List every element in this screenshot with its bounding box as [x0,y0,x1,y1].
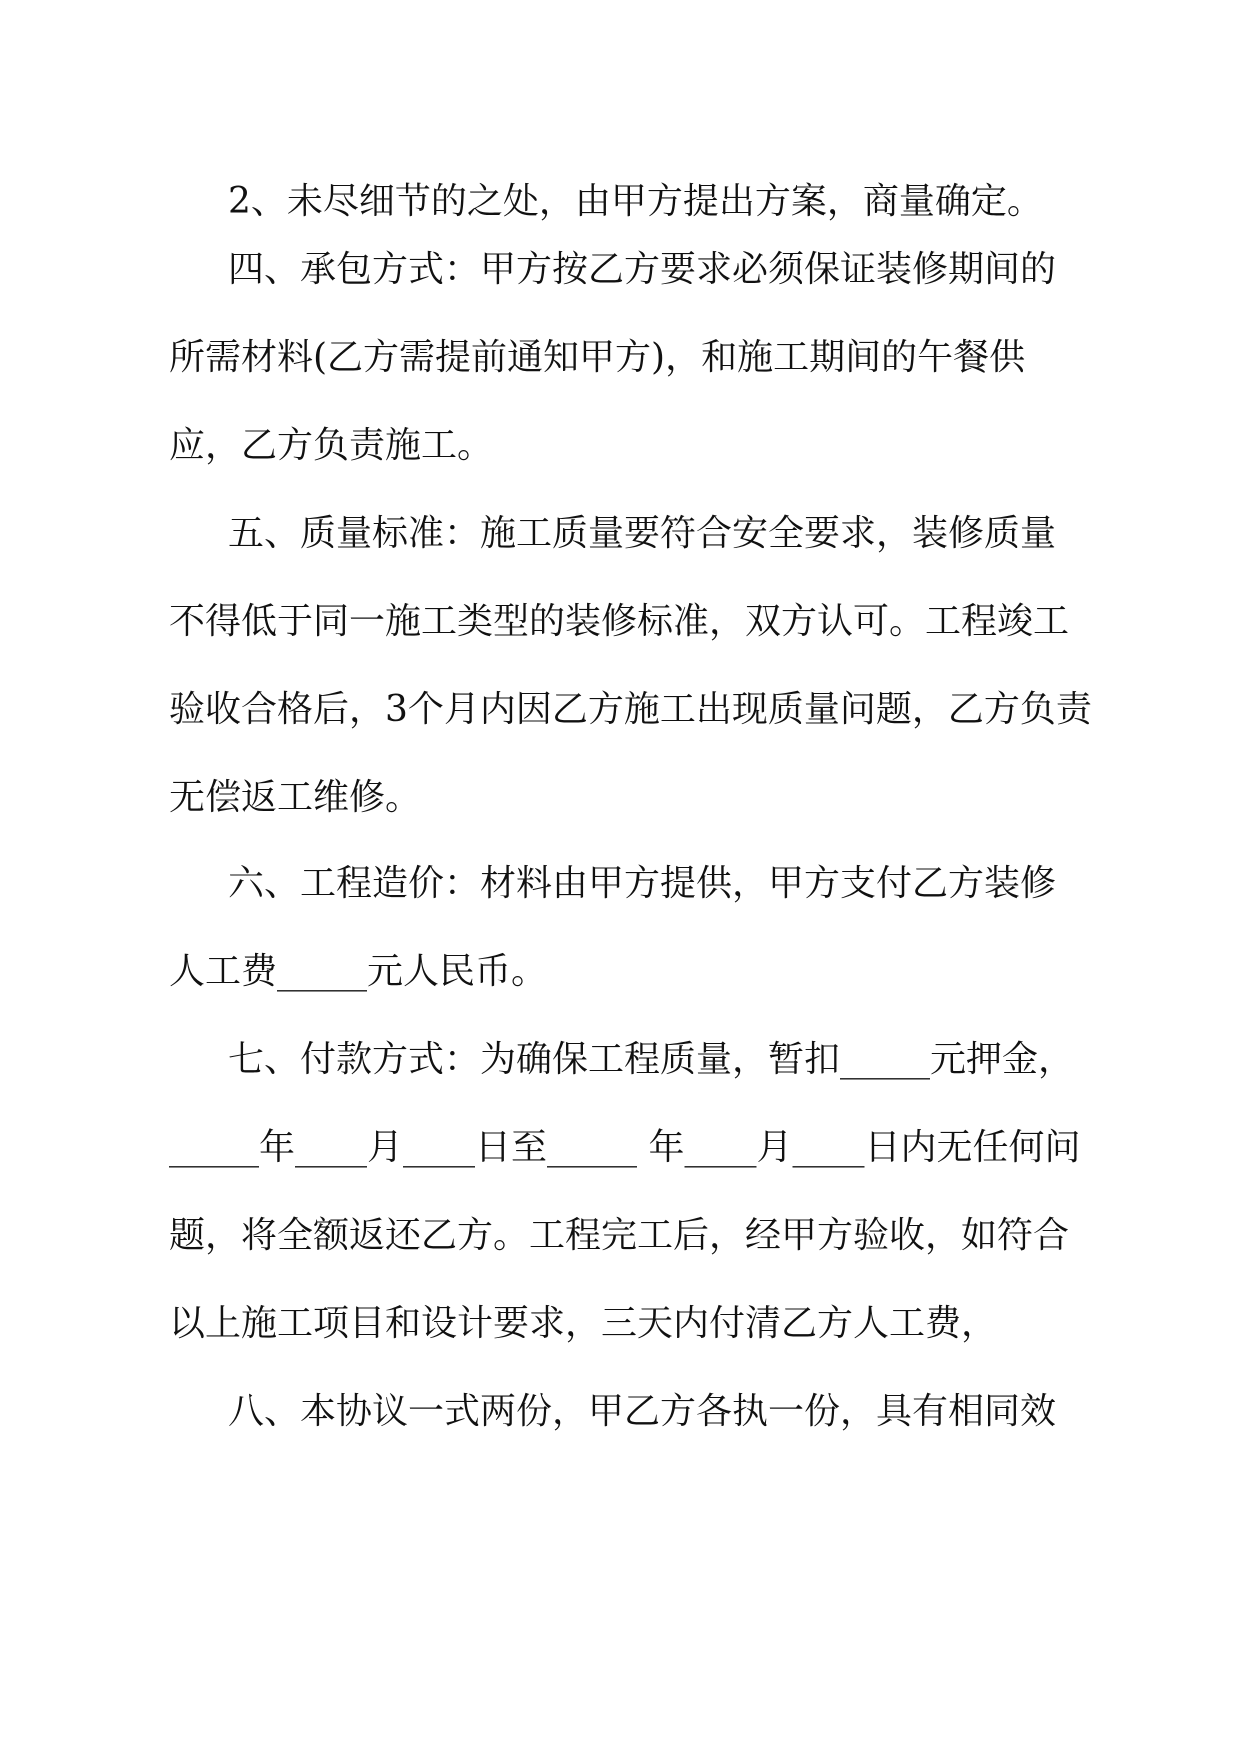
text-line-clause-6-cont-1: 人工费_____元人民币。 [169,951,548,992]
text-line-clause-7-cont-1: _____年____月____日至_____ 年____月____日内无任何问 [169,1127,1081,1168]
text-line-clause-4-cont-1: 所需材料(乙方需提前通知甲方)，和施工期间的午餐供 [169,337,1026,378]
text-line-clause-7-cont-2: 题，将全额返还乙方。工程完工后，经甲方验收，如符合 [169,1215,1070,1256]
text-line-clause-4-cont-2: 应，乙方负责施工。 [169,425,494,466]
text-line-clause-7-cont-3: 以上施工项目和设计要求，三天内付清乙方人工费， [169,1303,998,1344]
text-line-clause-5-start: 五、质量标准：施工质量要符合安全要求，装修质量 [228,513,1057,554]
text-line-clause-5-cont-1: 不得低于同一施工类型的装修标准，双方认可。工程竣工 [169,601,1070,642]
text-line-clause-8-start: 八、本协议一式两份，甲乙方各执一份，具有相同效 [228,1391,1057,1432]
text-line-clause-7-start: 七、付款方式：为确保工程质量，暂扣_____元押金， [228,1039,1075,1080]
text-line-clause-5-cont-2: 验收合格后，3个月内因乙方施工出现质量问题，乙方负责 [169,689,1092,730]
text-line-clause-6-start: 六、工程造价：材料由甲方提供，甲方支付乙方装修 [228,863,1057,904]
text-line-clause-4-start: 四、承包方式：甲方按乙方要求必须保证装修期间的 [228,249,1057,290]
text-line-clause-2-detail: 2、未尽细节的之处，由甲方提出方案，商量确定。 [228,181,1043,222]
text-line-clause-5-cont-3: 无偿返工维修。 [169,777,422,818]
